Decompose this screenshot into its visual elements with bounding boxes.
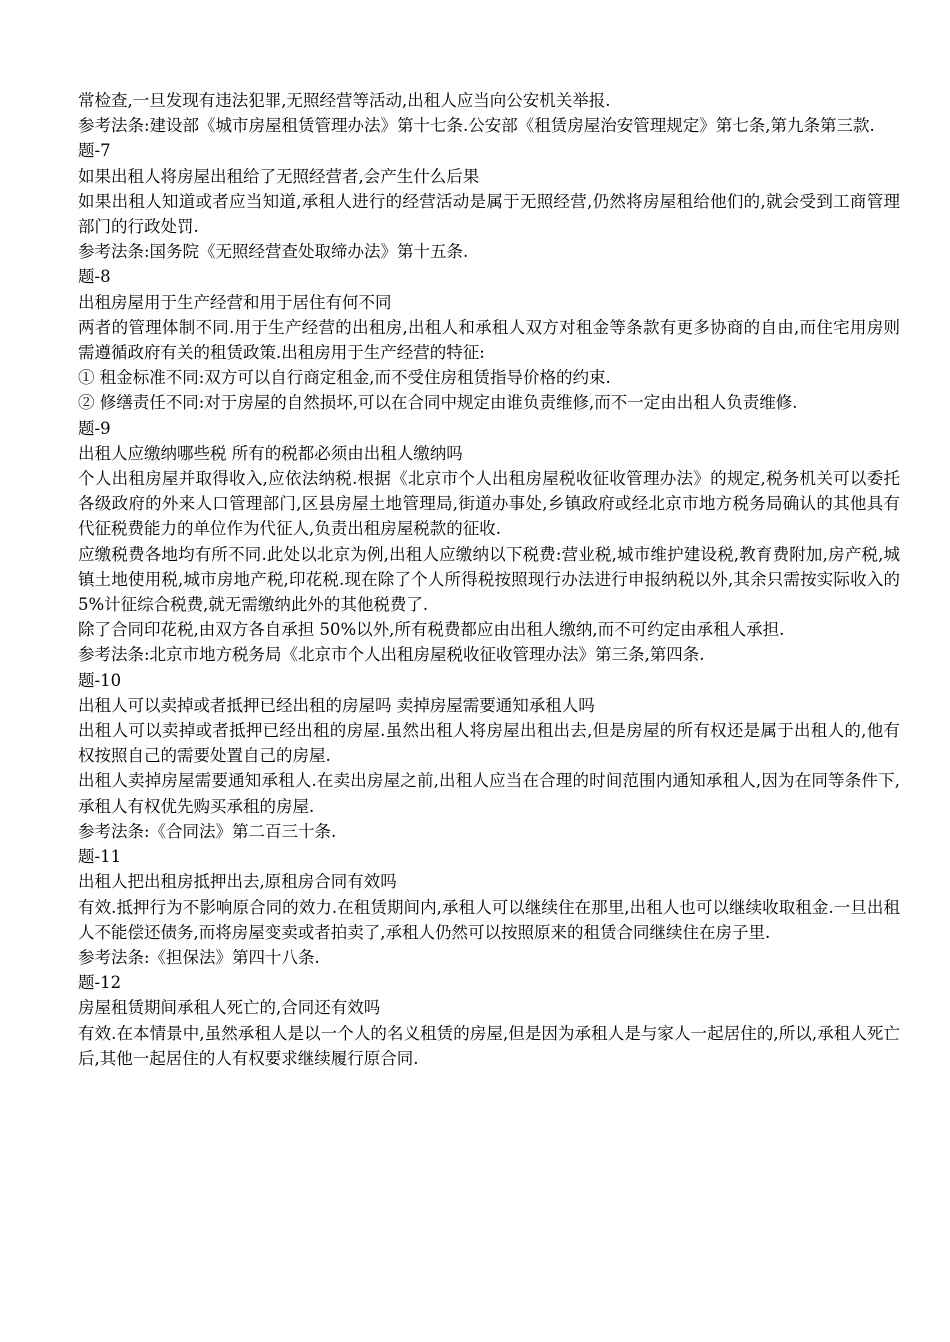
reference-text: 参考法条:国务院《无照经营查处取缔办法》第十五条. [78,242,469,262]
question-number: 题-11 [78,847,122,867]
answer-text: 如果出租人知道或者应当知道,承租人进行的经营活动是属于无照经营,仍然将房屋租给他们的,就会受到工商管理部门的行政处罚. [78,191,900,237]
question-title: 出租人可以卖掉或者抵押已经出租的房屋吗 卖掉房屋需要通知承租人吗 [78,695,595,715]
reference-text: 参考法条:建设部《城市房屋租赁管理办法》第十七条.公安部《租赁房屋治安管理规定》第七条,第九条第三款. [78,116,875,136]
question-number: 题-7 [78,141,111,161]
answer-text: 两者的管理体制不同.用于生产经营的出租房,出租人和承租人双方对租金等条款有更多协商的自由,而住宅用房则需遵循政府有关的租赁政策.出租房用于生产经营的特征: [78,317,900,363]
answer-text: 有效.在本情景中,虽然承租人是以一个人的名义租赁的房屋,但是因为承租人是与家人一起居住的,所以,承租人死亡后,其他一起居住的人有权要求继续履行原合同. [78,1023,900,1068]
document-page [78,88,900,1071]
answer-text: 有效.抵押行为不影响原合同的效力.在租赁期间内,承租人可以继续住在那里,出租人也可以继续收取租金.一旦出租人不能偿还债务,而将房屋变卖或者拍卖了,承租人仍然可以按照原来的租赁合同继续住在房子里. [78,897,900,942]
answer-text: 除了合同印花税,由双方各自承担 50%以外,所有税费都应由出租人缴纳,而不可约定由承租人承担. [78,620,785,640]
question-title: 出租人把出租房抵押出去,原租房合同有效吗 [78,872,397,892]
paragraph-text: 常检查,一旦发现有违法犯罪,无照经营等活动,出租人应当向公安机关举报. [78,91,611,110]
answer-list-item: ① 租金标准不同:双方可以自行商定租金,而不受住房租赁指导价格的约束. [78,368,611,388]
reference-text: 参考法条:《担保法》第四十八条. [78,947,320,967]
question-number: 题-9 [78,418,111,438]
question-number: 题-10 [78,670,122,690]
answer-text: 个人出租房屋并取得收入,应依法纳税.根据《北京市个人出租房屋税收征收管理办法》的规定,税务机关可以委托各级政府的外来人口管理部门,区县房屋土地管理局,街道办事处,乡镇政府或经北京市地方税务局确认的其他具有代征税费能力的单位作为代征人,负责出租房屋税款的征收. [78,469,900,539]
question-title: 房屋租赁期间承租人死亡的,合同还有效吗 [78,998,381,1018]
question-title: 如果出租人将房屋出租给了无照经营者,会产生什么后果 [78,166,480,186]
question-title: 出租房屋用于生产经营和用于居住有何不同 [78,292,392,312]
question-number: 题-8 [78,267,111,287]
answer-text: 出租人卖掉房屋需要通知承租人.在卖出房屋之前,出租人应当在合理的时间范围内通知承租人,因为在同等条件下,承租人有权优先购买承租的房屋. [78,771,900,816]
answer-list-item: ② 修缮责任不同:对于房屋的自然损坏,可以在合同中规定由谁负责维修,而不一定由出租人负责维修. [78,393,798,413]
question-number: 题-12 [78,973,122,993]
answer-text: 应缴税费各地均有所不同.此处以北京为例,出租人应缴纳以下税费:营业税,城市维护建设税,教育费附加,房产税,城镇土地使用税,城市房地产税,印花税.现在除了个人所得税按照现行办法进行申报纳税以外,其余只需按实际收入的 5%计征综合税费,就无需缴纳此外的其他税费了. [78,544,900,615]
question-title: 出租人应缴纳哪些税 所有的税都必须由出租人缴纳吗 [78,443,463,463]
reference-text: 参考法条:《合同法》第二百三十条. [78,821,337,841]
reference-text: 参考法条:北京市地方税务局《北京市个人出租房屋税收征收管理办法》第三条,第四条. [78,645,705,665]
answer-text: 出租人可以卖掉或者抵押已经出租的房屋.虽然出租人将房屋出租出去,但是房屋的所有权还是属于出租人的,他有权按照自己的需要处置自己的房屋. [78,721,900,766]
